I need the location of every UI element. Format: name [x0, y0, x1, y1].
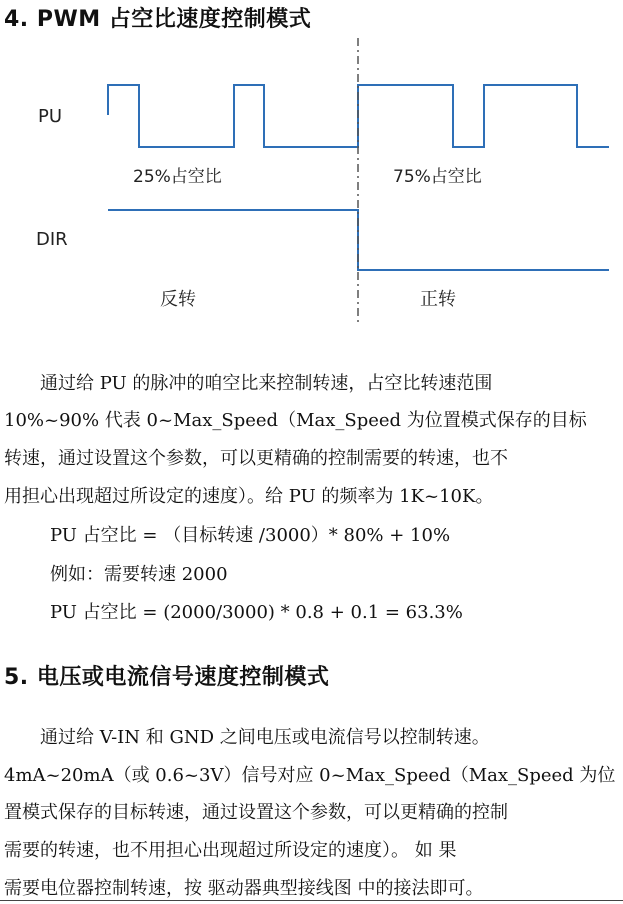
s5-paragraph-line-1: 通过给 V-IN 和 GND 之间电压或电流信号以控制转速。 — [4, 727, 490, 748]
pwm-timing-diagram — [0, 30, 623, 330]
s5-paragraph-line-4: 需要的转速，也不用担心出现超过所设定的速度）。 如 果 — [4, 840, 457, 861]
s5-paragraph-line-2: 4mA~20mA（或 0.6~3V）信号对应 0~Max_Speed（Max_Speed 为位 — [4, 765, 616, 786]
duty-formula: PU 占空比 = （目标转速 /3000）* 80% + 10% — [50, 525, 451, 546]
s5-paragraph-line-3: 置模式保存的目标转速，通过设置这个参数，可以更精确的控制 — [4, 802, 508, 823]
section-5-title: 5. 电压或电流信号速度控制模式 — [4, 665, 330, 690]
s4-paragraph-line-3: 转速，通过设置这个参数，可以更精确的控制需要的转速，也不 — [4, 448, 508, 469]
forward-label: 正转 — [420, 289, 456, 310]
dir-signal-label: DIR — [36, 229, 68, 250]
pu-signal-label: PU — [38, 106, 63, 127]
s4-paragraph-line-2: 10%~90% 代表 0~Max_Speed（Max_Speed 为位置模式保存的目标 — [4, 410, 587, 431]
s4-paragraph-line-1: 通过给 PU 的脉冲的咱空比来控制转速，占空比转速范围 — [4, 373, 493, 394]
example-label: 例如：需要转速 2000 — [50, 564, 228, 585]
s4-paragraph-line-4: 用担心出现超过所设定的速度）。给 PU 的频率为 1K~10K。 — [4, 486, 494, 507]
s5-paragraph-line-5: 需要电位器控制转速，按 驱动器典型接线图 中的接法即可。 — [4, 878, 484, 899]
reverse-label: 反转 — [160, 289, 196, 310]
duty-25-label: 25%占空比 — [133, 167, 222, 187]
duty-75-label: 75%占空比 — [393, 167, 482, 187]
section-4-title: 4. PWM 占空比速度控制模式 — [4, 7, 312, 32]
page-bottom-rule — [0, 900, 623, 901]
example-formula: PU 占空比 = (2000/3000) * 0.8 + 0.1 = 63.3% — [50, 602, 463, 623]
